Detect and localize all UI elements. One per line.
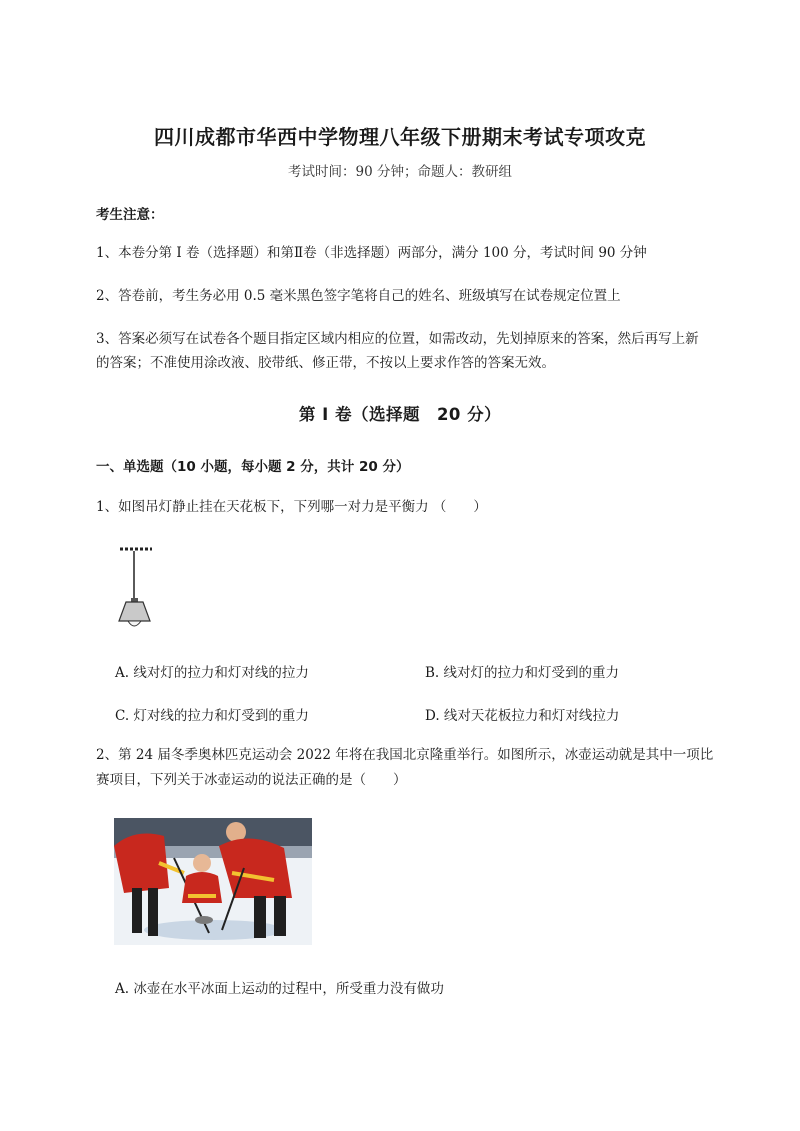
notice-item-3-cont: 的答案；不准使用涂改液、胶带纸、修正带，不按以上要求作答的答案无效。 — [96, 355, 555, 371]
notice-heading: 考生注意： — [96, 207, 164, 223]
question-1-stem: 1、如图吊灯静止挂在天花板下，下列哪一对力是平衡力 （ ） — [96, 499, 487, 515]
question-2-stem-line-1: 2、第 24 届冬季奥林匹克运动会 2022 年将在我国北京隆重举行。如图所示，冰壶运动就是其中一项比 — [96, 747, 714, 763]
document-title: 四川成都市华西中学物理八年级下册期末考试专项攻克 — [154, 125, 646, 149]
section-title: 第 I 卷（选择题 20 分） — [298, 405, 502, 424]
question-2-stem-line-2: 赛项目，下列关于冰壶运动的说法正确的是（ ） — [96, 772, 407, 788]
question-1-option-b[interactable]: B. 线对灯的拉力和灯受到的重力 — [425, 665, 620, 681]
question-1-option-c[interactable]: C. 灯对线的拉力和灯受到的重力 — [115, 708, 309, 724]
notice-item-1: 1、本卷分第 I 卷（选择题）和第Ⅱ卷（非选择题）两部分，满分 100 分，考试时间 90 分钟 — [96, 245, 647, 261]
notice-item-2: 2、答卷前，考生务必用 0.5 毫米黑色签字笔将自己的姓名、班级填写在试卷规定位置上 — [96, 288, 621, 304]
question-2-option-a[interactable]: A. 冰壶在水平冰面上运动的过程中，所受重力没有做功 — [115, 981, 444, 997]
document-subtitle: 考试时间：90 分钟；命题人：教研组 — [288, 164, 512, 180]
question-1-option-d[interactable]: D. 线对天花板拉力和灯对线拉力 — [425, 708, 620, 724]
hanging-lamp-illustration — [114, 543, 164, 633]
part-heading: 一、单选题（10 小题，每小题 2 分，共计 20 分） — [96, 459, 410, 475]
question-1-option-a[interactable]: A. 线对灯的拉力和灯对线的拉力 — [115, 665, 309, 681]
curling-photo — [114, 818, 312, 945]
notice-item-3: 3、答案必须写在试卷各个题目指定区域内相应的位置，如需改动，先划掉原来的答案，然后再写上新 — [96, 331, 699, 347]
